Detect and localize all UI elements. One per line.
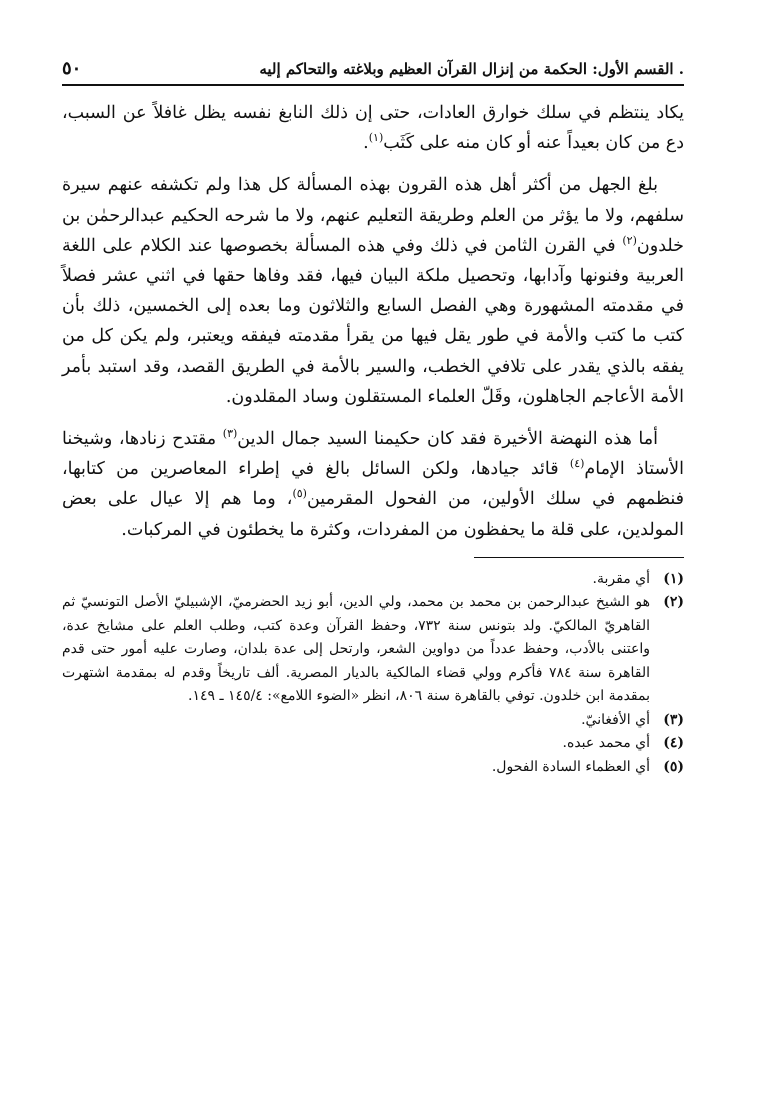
footnote-ref: (٥) [292, 487, 307, 501]
footnote-ref: (٤) [569, 457, 585, 471]
paragraph-1 [62, 98, 684, 158]
footnote-number: (٤) [663, 735, 684, 752]
page-number: ٥٠ [62, 58, 82, 79]
paragraph-3 [62, 424, 684, 545]
footnote-text: أي الأفغانيّ. [581, 711, 650, 728]
footnote [62, 732, 684, 756]
book-page [62, 56, 684, 779]
paragraph-text: ، وما هم إلا عيال على بعض المولدين، على قلة ما يحفظون من المفردات، وكثرة ما يخطئون في المركبات. [62, 489, 684, 540]
footnote [62, 709, 684, 733]
footnote-text: أي محمد عبده. [562, 735, 650, 752]
footnote-ref: (٢) [622, 233, 637, 247]
footnote-text: أي العظماء السادة الفحول. [491, 758, 650, 775]
paragraph-text: قائد جيادها، ولكن السائل بالغ في إطراء المعاصرين من كتابها، فنظمهم في سلك الأولين، من الفحول المقرمين [62, 459, 684, 510]
paragraph-text: في القرن الثامن في ذلك وفي هذه المسألة بخصوصها عند الكلام على اللغة العربية وفنونها وآدابها، وتحصيل ملكة البيان فيها، فقد وفاها حقها في اثني عشر فصلاً في مقدمته المشهورة وهي الفصل السابع والثلاثون وما بعده إلى الخمسين، ذلك بأن كتب ما كتب والأمة في طور يقل فيها من يقرأ مقدمته فيفقه ويعتبر، ولم يكن كل من يفقه بالذي يقدر على تلافي الخطب، والسير بالأمة في الطريق القصد، وقد استبد بأمر الأمة الأعاجم الجاهلون، وقَلّ العلماء المستقلون وساد المقلدون. [62, 235, 684, 407]
paragraph-2 [62, 170, 684, 412]
footnote-text: هو الشيخ عبدالرحمن بن محمد بن محمد، ولي الدين، أبو زيد الحضرميّ، الإشبيليّ الأصل التونسيّ ثم القاهريّ المالكيّ. ولد بتونس سنة ٧٣٢، وحفظ القرآن وعدة كتب، وطلب العلم على مشايخ عدة، واعتنى بالأدب، وحفظ عدداً من دواوين الشعر، وارتحل إلى عدة بلدان، وصارت عليه أمور حتى قدم القاهرة سنة ٧٨٤ فأكرم وولي قضاء المالكية بالديار المصرية. ألف تاريخاً وقدم له بمقدمة اشتهرت بمقدمة ابن خلدون. توفي بالقاهرة سنة ٨٠٦، انظر «الضوء اللامع»: ١٤٥/٤ ـ ١٤٩. [62, 594, 650, 705]
footnote-number: (١) [663, 570, 684, 587]
body-text [62, 98, 684, 545]
footnote [62, 756, 684, 780]
footnote-divider [474, 557, 684, 558]
paragraph-text: أما هذه النهضة الأخيرة فقد كان حكيمنا السيد جمال الدين [237, 429, 658, 450]
paragraph-text: يكاد ينتظم في سلك خوارق العادات، حتى إن ذلك النابغ نفسه يظل غافلاً عن السبب، دع من كان بعيداً عنه أو كان منه على كَثَب [62, 103, 684, 154]
paragraph-text: . [363, 133, 369, 154]
paragraph-text: بلغ الجهل من أكثر أهل هذه القرون بهذه المسألة كل هذا ولم تكشفه عنهم سيرة سلفهم، ولا ما يؤثر من العلم وطريقة التعليم عنهم، ولا ما شرحه الحكيم عبدالرحمٰن بن خلدون [62, 175, 684, 256]
footnotes [62, 568, 684, 780]
paragraph-text: مقتدح زنادها، وشيخنا الأستاذ الإمام [62, 429, 684, 480]
footnote-ref: (٣) [222, 427, 238, 441]
footnote-ref: (١) [368, 131, 384, 145]
footnote-number: (٥) [663, 758, 684, 775]
footnote-number: (٣) [663, 711, 684, 728]
footnote [62, 591, 684, 709]
running-head [62, 56, 684, 86]
chapter-title: . القسم الأول: الحكمة من إنزال القرآن العظيم وبلاغته والتحاكم إليه [259, 60, 684, 78]
footnote-number: (٢) [663, 594, 684, 611]
footnote-text: أي مقربة. [592, 570, 650, 587]
footnote [62, 568, 684, 592]
